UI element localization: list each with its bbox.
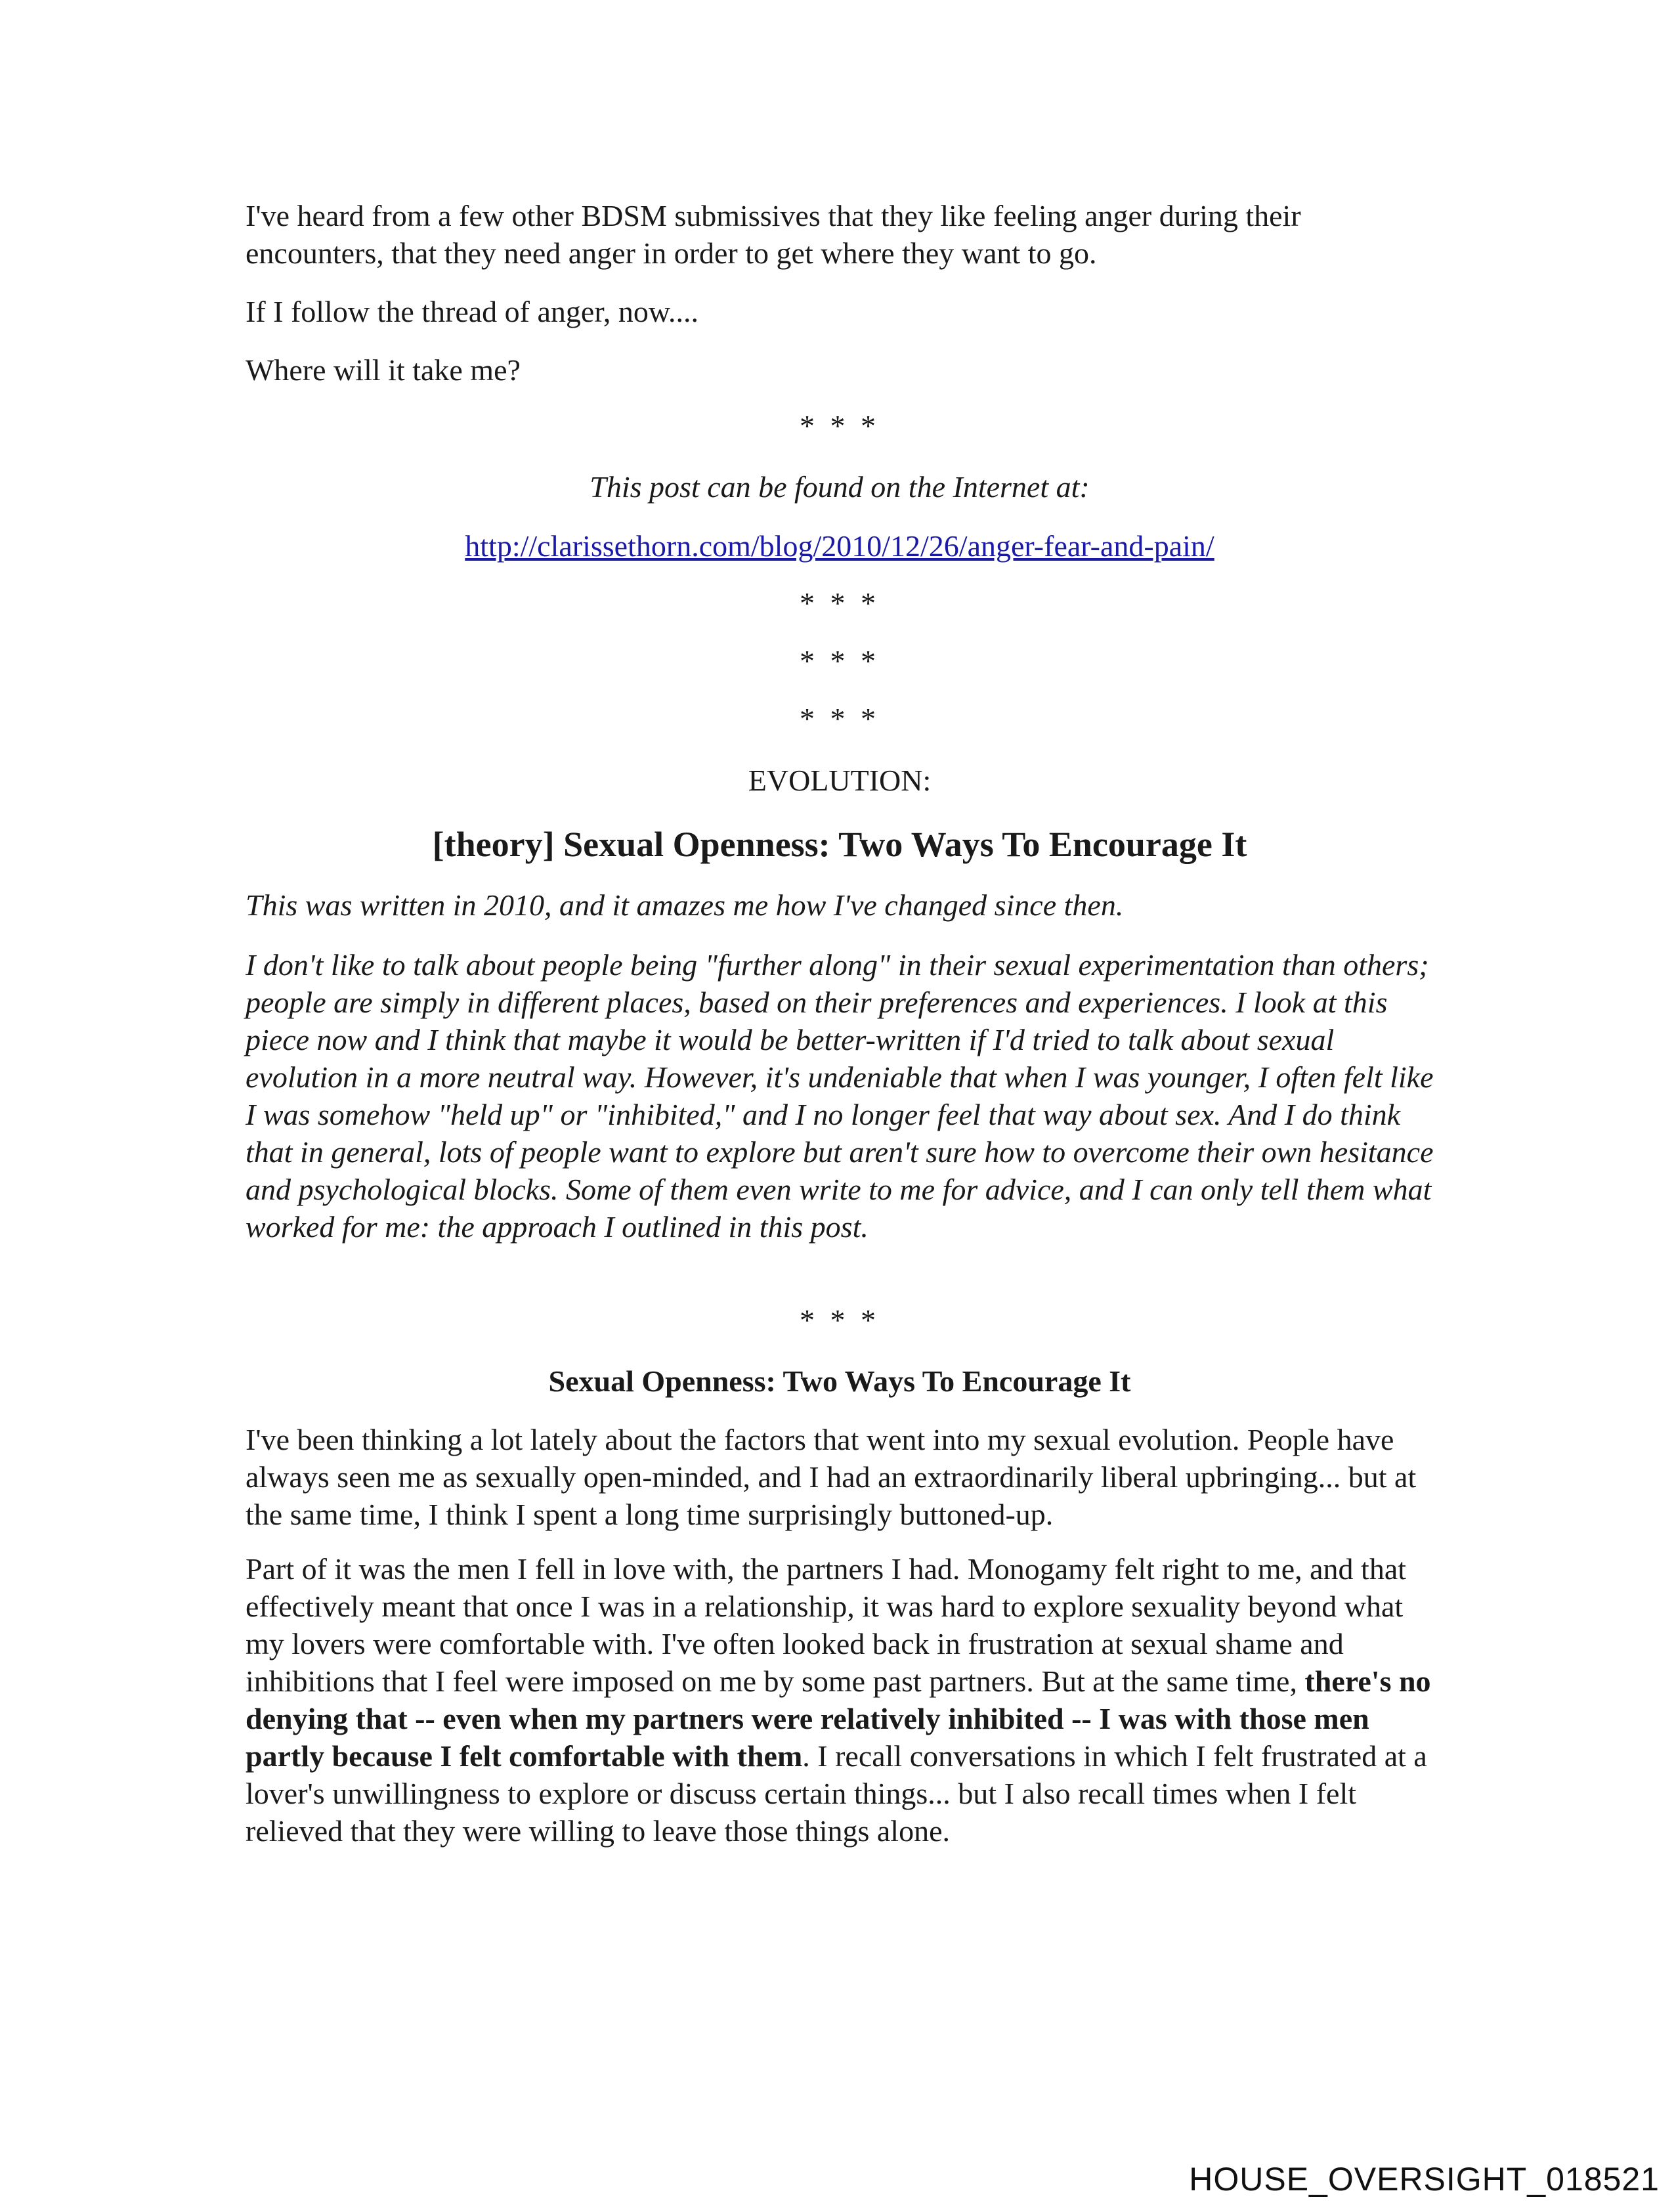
source-link-line — [246, 527, 1434, 565]
post-title: Sexual Openness: Two Ways To Encourage It — [548, 1364, 1131, 1398]
body-paragraph-2 — [246, 1550, 1434, 1850]
body-paragraph-2-end: . I recall conversations in which I felt frustrated at a lover's unwillingness to explore or discuss certain things... but I also recall times when I felt relieved that they were willing to leave those things alone. — [246, 1739, 1427, 1848]
separator-stars: * * * — [800, 1303, 880, 1337]
chapter-title: [theory] Sexual Openness: Two Ways To Encourage It — [432, 825, 1247, 864]
bates-number: HOUSE_OVERSIGHT_018521 — [1189, 2161, 1660, 2198]
section-label: EVOLUTION: — [748, 764, 932, 797]
separator-stars: * * * — [800, 644, 880, 678]
source-link[interactable]: http://clarissethorn.com/blog/2010/12/26/anger-fear-and-pain/ — [465, 529, 1214, 563]
separator-stars: * * * — [800, 409, 880, 443]
body-paragraph-1: I've been thinking a lot lately about the factors that went into my sexual evolution. People have always seen me as sexually open-minded, and I had an extraordinarily liberal upbringing... but at the same time, I think I spent a long time surprisingly buttoned-up. — [246, 1423, 1417, 1531]
paragraph-anger-intro: I've heard from a few other BDSM submissives that they like feeling anger during their encounters, that they need anger in order to get where they want to go. — [246, 199, 1301, 270]
body-paragraph-2-start: Part of it was the men I fell in love with, the partners I had. Monogamy felt right to me, and that effectively meant that once I was in a relationship, it was hard to explore sexuality beyond what my lovers were comfortable with. I've often looked back in frustration at sexual shame and inhibitions that I feel were imposed on me by some past partners. But at the same time, — [246, 1552, 1407, 1698]
paragraph-thread-of-anger: If I follow the thread of anger, now.... — [246, 295, 699, 328]
separator-stars: * * * — [800, 702, 880, 735]
source-note: This post can be found on the Internet at: — [590, 470, 1090, 504]
paragraph-where-will-it-take-me: Where will it take me? — [246, 353, 521, 387]
separator-stars: * * * — [800, 586, 880, 620]
body-paragraph-2-emphasis: there's no denying that -- even when my partners were relatively inhibited -- I was with those men partly because I felt comfortable with them — [246, 1664, 1431, 1773]
intro-paragraph: I don't like to talk about people being "further along" in their sexual experimentation than others; people are simply in different places, based on their preferences and experiences. I look at this piece now and I think that maybe it would be better-written if I'd tried to talk about sexual evolution in a more neutral way. However, it's undeniable that when I was younger, I often felt like I was somehow "held up" or "inhibited," and I no longer feel that way about sex. And I do think that in general, lots of people want to explore but aren't sure how to overcome their own hesitance and psychological blocks. Some of them even write to me for advice, and I can only tell them what worked for me: the approach I outlined in this post. — [246, 948, 1434, 1244]
intro-note: This was written in 2010, and it amazes me how I've changed since then. — [246, 888, 1124, 922]
